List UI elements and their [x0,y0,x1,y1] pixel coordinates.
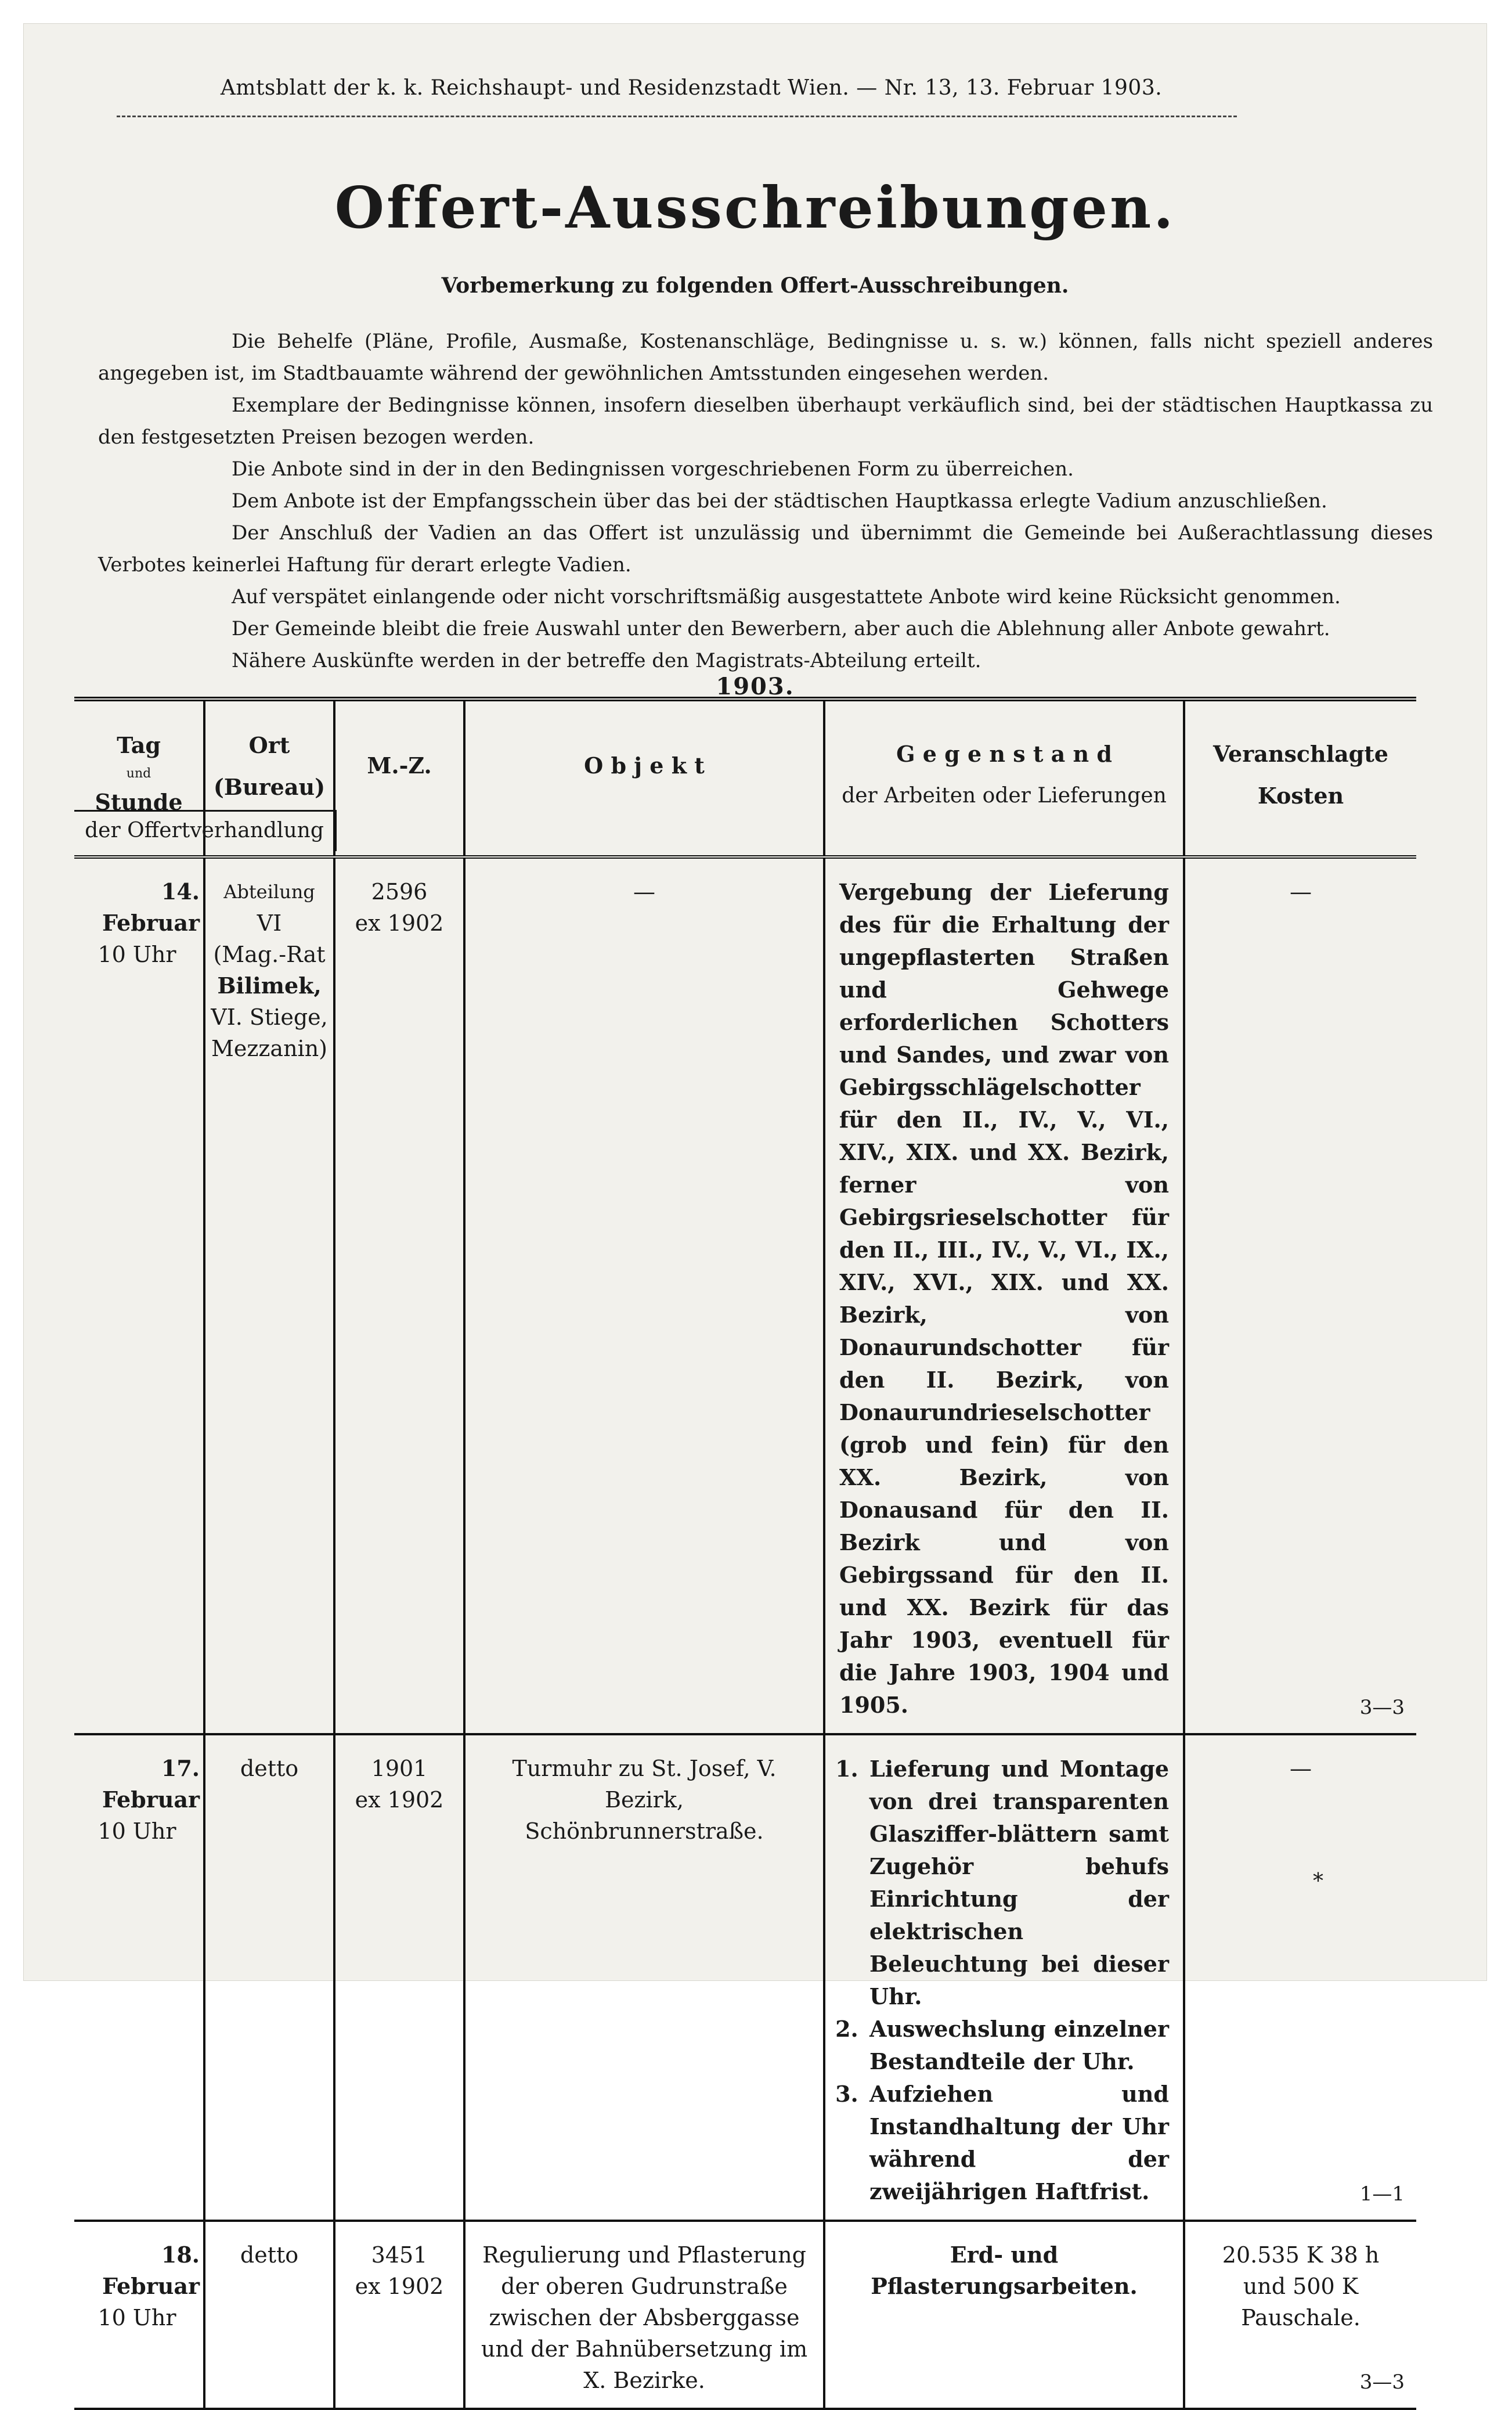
cell-ort [204,1734,334,2221]
row-mz-number: 1901 [371,1756,428,1781]
offert-label: der Offertverhandlung [74,810,337,851]
row-kosten-amount: 20.535 K 38 h [1222,2242,1380,2268]
cell-gegenstand [824,2221,1184,2409]
list-item: 2. Auswechslung einzelner Bestandteile der Uhr. [866,2013,1169,2078]
col-header-objekt [464,699,824,857]
running-header [24,76,1486,100]
row-reference: 3—3 [1359,2371,1405,2394]
row-kosten: — [1290,1756,1312,1781]
header-rule [117,116,1237,117]
row-kosten-lump: und 500 K Pauschale. [1241,2274,1361,2330]
intro-paragraph: Die Behelfe (Pläne, Profile, Ausmaße, Kostenanschläge, Bedingnisse u. s. w.) können, falls nicht speziell anderes angegeben ist, im Stadtbauamte während der gewöhnlichen Amtsstunden eingesehen werden. [98,330,1433,385]
page-subtitle: Vorbemerkung zu folgenden Offert-Ausschreibungen. [441,273,1069,298]
row-time: 10 Uhr [98,1818,176,1844]
row-mz-year: ex 1902 [355,910,444,936]
col-header-gegenstand [824,699,1184,857]
row-kosten: — [1290,879,1312,905]
row-time: 10 Uhr [98,942,176,967]
row-ort: detto [240,1756,299,1781]
row-ort-line: VI. Stiege, [211,1004,328,1030]
row-ort-line: (Mag.-Rat [213,942,326,967]
list-item: 1. Lieferung und Montage von drei transparenten Glasziffer-blättern samt Zugehör behufs Einrichtung der elektrischen Beleuchtung bei dieser Uhr. [866,1753,1169,2013]
intro-paragraph: Der Gemeinde bleibt die freie Auswahl unter den Bewerbern, aber auch die Ablehnung aller Anbote gewahrt. [232,617,1330,640]
cell-gegenstand [824,857,1184,1734]
cell-mz [334,1734,464,2221]
running-header-text: Amtsblatt der k. k. Reichshaupt- und Residenzstadt Wien. — Nr. 13, 13. Februar 1903. [220,76,1163,100]
cell-mz [334,2221,464,2409]
col-header-kosten [1184,699,1416,857]
col-header-mz [334,699,464,857]
year-heading: 1903. [716,673,795,700]
intro-text [98,326,1433,677]
row-mz-year: ex 1902 [355,2274,444,2299]
row-date: 17. Februar [102,1755,200,1813]
row-mz-year: ex 1902 [355,1787,444,1813]
intro-paragraph: Auf verspätet einlangende oder nicht vorschriftsmäßig ausgestattete Anbote wird keine Rücksicht genommen. [232,585,1341,608]
cell-objekt [464,1734,824,2221]
row-time: 10 Uhr [98,2305,176,2330]
row-mz-number: 2596 [371,879,428,905]
col-bureau-label: (Bureau) [213,774,326,800]
cell-ort [204,857,334,1734]
cell-ort [204,2221,334,2409]
col-tag-label: Tag [117,732,161,758]
col-stunde-label: Stunde [95,789,183,815]
col-mz-label: M.-Z. [367,752,432,779]
cell-objekt [464,857,824,1734]
intro-paragraph: Exemplare der Bedingnisse können, insofern dieselben überhaupt verkäuflich sind, bei der städtischen Hauptkassa zu den festgesetzten Preisen bezogen werden. [98,394,1433,449]
row-ort: detto [240,2242,299,2268]
row-ort-line: Bilimek, [217,972,322,999]
col-gegenstand-label: G e g e n s t a n d [896,741,1112,767]
row-date: 14. Februar [102,878,200,936]
cell-kosten [1184,857,1416,1734]
intro-paragraph: Die Anbote sind in der in den Bedingnissen vorgeschriebenen Form zu überreichen. [232,457,1074,481]
intro-paragraph: Nähere Auskünfte werden in der betreffe den Magistrats-Abteilung erteilt. [232,649,981,672]
table-row [74,2221,1416,2409]
footer-asterisk: * [1313,1869,1323,1893]
row-ort-line: Mezzanin) [211,1036,328,1061]
col-objekt-label: O b j e k t [584,752,705,779]
row-mz-number: 3451 [371,2242,428,2268]
intro-paragraph: Der Anschluß der Vadien an das Offert ist unzulässig und übernimmt die Gemeinde bei Außerachtlassung dieses Verbotes keinerlei Haftung für derart erlegte Vadien. [98,521,1433,577]
cell-date [74,1734,204,2221]
cell-gegenstand [824,1734,1184,2221]
col-kosten-label-1: Veranschlagte [1213,741,1388,767]
row-ort-line: VI [257,910,282,936]
table-row [74,857,1416,1734]
col-und-label: und [126,766,151,781]
row-objekt: Turmuhr zu St. Josef, V. Bezirk, Schönbrunnerstraße. [512,1756,777,1844]
row-objekt: Regulierung und Pflasterung der oberen Gudrunstraße zwischen der Absberggasse und der Bahnübersetzung im X. Bezirke. [481,2242,808,2393]
row-date: 18. Februar [102,2242,200,2299]
row-reference: 3—3 [1359,1696,1405,1719]
row-gegenstand: Vergebung der Lieferung des für die Erhaltung der ungepflasterten Straßen und Gehwege erforderlichen Schotters und Sandes, und zwar von Gebirgsschlägelschotter für den II., IV., V., VI., XIV., XIX. und XX. Bezirk, ferner von Gebirgsrieselschotter für den II., III., IV., V., VI., IX., XIV., XVI., XIX. und XX. Bezirk, von Donaurundschotter für den II. Bezirk, von Donaurundrieselschotter (grob und fein) für den XX. Bezirk, von Donausand für den II. Bezirk und von Gebirgssand für den II. und XX. Bezirk für das Jahr 1903, eventuell für die Jahre 1903, 1904 und 1905. [839,879,1169,1718]
cell-objekt [464,2221,824,2409]
row-reference: 1—1 [1359,2182,1405,2206]
row-ort-line: Abteilung [223,881,315,903]
col-kosten-label-2: Kosten [1257,783,1344,809]
row-item-list [825,1753,1183,2208]
list-item: 3. Aufziehen und Instandhaltung der Uhr während der zweijährigen Haftfrist. [866,2078,1169,2208]
cell-date [74,2221,204,2409]
cell-kosten [1184,2221,1416,2409]
offer-table [74,697,1416,2410]
table-row [74,1734,1416,2221]
cell-date [74,857,204,1734]
col-gegenstand-sub: der Arbeiten oder Lieferungen [842,784,1167,808]
cell-kosten [1184,1734,1416,2221]
intro-paragraph: Dem Anbote ist der Empfangsschein über das bei der städtischen Hauptkassa erlegte Vadium anzuschließen. [232,489,1327,513]
cell-mz [334,857,464,1734]
row-objekt: — [633,879,655,905]
col-ort-label: Ort [248,732,290,758]
row-gegenstand: Erd- und Pflasterungsarbeiten. [871,2242,1138,2299]
page-title: Offert-Ausschreibungen. [334,175,1176,242]
